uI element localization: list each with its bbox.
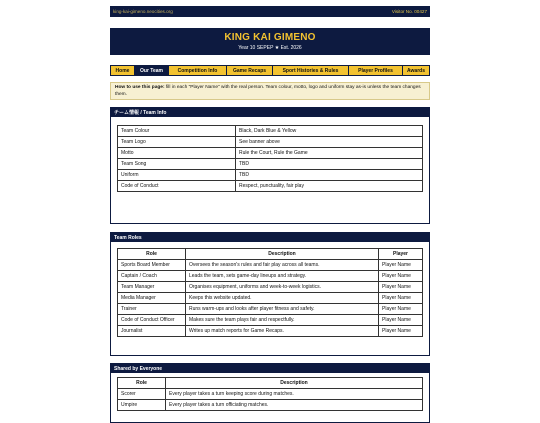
team-roles-section <box>110 232 430 356</box>
nav-awards[interactable]: Awards <box>407 67 425 74</box>
nav-our-team[interactable]: Our Team <box>135 66 169 75</box>
player-cell: Player Name <box>379 304 423 315</box>
info-key-cell: Team Song <box>118 159 236 170</box>
player-cell: Player Name <box>379 315 423 326</box>
description-cell: Every player takes a turn keeping score during matches. <box>166 389 423 400</box>
column-header-description: Description <box>186 249 379 260</box>
info-key-cell: Uniform <box>118 170 236 181</box>
team-roles-table <box>117 248 423 337</box>
info-value-cell: Black, Dark Blue & Yellow <box>236 126 423 137</box>
site-url[interactable]: king-kai-gimeno.neocities.org <box>113 9 173 14</box>
info-key-cell: Motto <box>118 148 236 159</box>
table-row <box>118 260 423 271</box>
column-header-role: Role <box>118 378 166 389</box>
description-cell: Writes up match reports for Game Recaps. <box>186 326 379 337</box>
visitor-counter: Visitor No. 00427 <box>391 9 427 14</box>
player-cell: Player Name <box>379 260 423 271</box>
table-row <box>118 181 423 192</box>
description-cell: Makes sure the team plays fair and respectfully. <box>186 315 379 326</box>
nav-player-profiles[interactable]: Player Profiles <box>349 66 403 75</box>
table-row <box>118 293 423 304</box>
top-bar <box>110 6 430 17</box>
description-cell: Oversees the season's rules and fair play across all teams. <box>186 260 379 271</box>
notice-label: How to use this page: <box>115 85 165 90</box>
table-row <box>118 170 423 181</box>
site-subtitle: Year 10 SEPEP ★ Est. 2026 <box>238 45 302 51</box>
nav-sport-histories-rules[interactable]: Sport Histories & Rules <box>273 66 349 75</box>
table-row <box>118 271 423 282</box>
site-banner <box>110 28 430 55</box>
site-title: KING KAI GIMENO <box>224 32 316 43</box>
table-header-row <box>118 249 423 260</box>
description-cell: Every player takes a turn officiating matches. <box>166 400 423 411</box>
info-key-cell: Team Colour <box>118 126 236 137</box>
role-cell: Umpire <box>118 400 166 411</box>
role-cell: Journalist <box>118 326 186 337</box>
role-cell: Sports Board Member <box>118 260 186 271</box>
description-cell: Runs warm-ups and looks after player fitness and safety. <box>186 304 379 315</box>
table-row <box>118 126 423 137</box>
nav-game-recaps[interactable]: Game Recaps <box>227 66 273 75</box>
team-info-section <box>110 107 430 224</box>
role-cell: Team Manager <box>118 282 186 293</box>
info-value-cell: TBD <box>236 170 423 181</box>
player-cell: Player Name <box>379 271 423 282</box>
role-cell: Captain / Coach <box>118 271 186 282</box>
team-roles-heading: Team Roles <box>111 233 429 242</box>
info-value-cell: Respect, punctuality, fair play <box>236 181 423 192</box>
table-row <box>118 304 423 315</box>
team-info-table <box>117 125 423 192</box>
table-row <box>118 326 423 337</box>
column-header-player: Player <box>379 249 423 260</box>
table-row <box>118 137 423 148</box>
info-value-cell: See banner above <box>236 137 423 148</box>
description-cell: Keeps this website updated. <box>186 293 379 304</box>
role-cell: Media Manager <box>118 293 186 304</box>
page <box>110 6 430 423</box>
player-cell: Player Name <box>379 282 423 293</box>
player-cell: Player Name <box>379 293 423 304</box>
info-value-cell: Rule the Court, Rule the Game <box>236 148 423 159</box>
nav-home[interactable]: Home <box>111 66 135 75</box>
notice-text: fill in each "Player Name" with the real person. Team colour, motto, logo and uniform stay as-is unless the team changes them. <box>115 85 421 97</box>
table-header-row <box>118 378 423 389</box>
column-header-role: Role <box>118 249 186 260</box>
nav-competition-info[interactable]: Competition Info <box>169 66 227 75</box>
table-row <box>118 148 423 159</box>
role-cell: Scorer <box>118 389 166 400</box>
description-cell: Organises equipment, uniforms and week-to-week logistics. <box>186 282 379 293</box>
team-info-heading: チーム情報 / Team Info <box>111 108 429 117</box>
shared-table <box>117 377 423 411</box>
table-row <box>118 389 423 400</box>
info-key-cell: Code of Conduct <box>118 181 236 192</box>
info-key-cell: Team Logo <box>118 137 236 148</box>
role-cell: Code of Conduct Officer <box>118 315 186 326</box>
player-cell: Player Name <box>379 326 423 337</box>
usage-notice <box>110 82 430 100</box>
shared-section <box>110 363 430 423</box>
table-row <box>118 400 423 411</box>
main-nav <box>110 65 430 76</box>
column-header-description: Description <box>166 378 423 389</box>
description-cell: Leads the team, sets game-day lineups and strategy. <box>186 271 379 282</box>
table-row <box>118 315 423 326</box>
table-row <box>118 159 423 170</box>
table-row <box>118 282 423 293</box>
role-cell: Trainer <box>118 304 186 315</box>
shared-heading: Shared by Everyone <box>111 364 429 373</box>
info-value-cell: TBD <box>236 159 423 170</box>
